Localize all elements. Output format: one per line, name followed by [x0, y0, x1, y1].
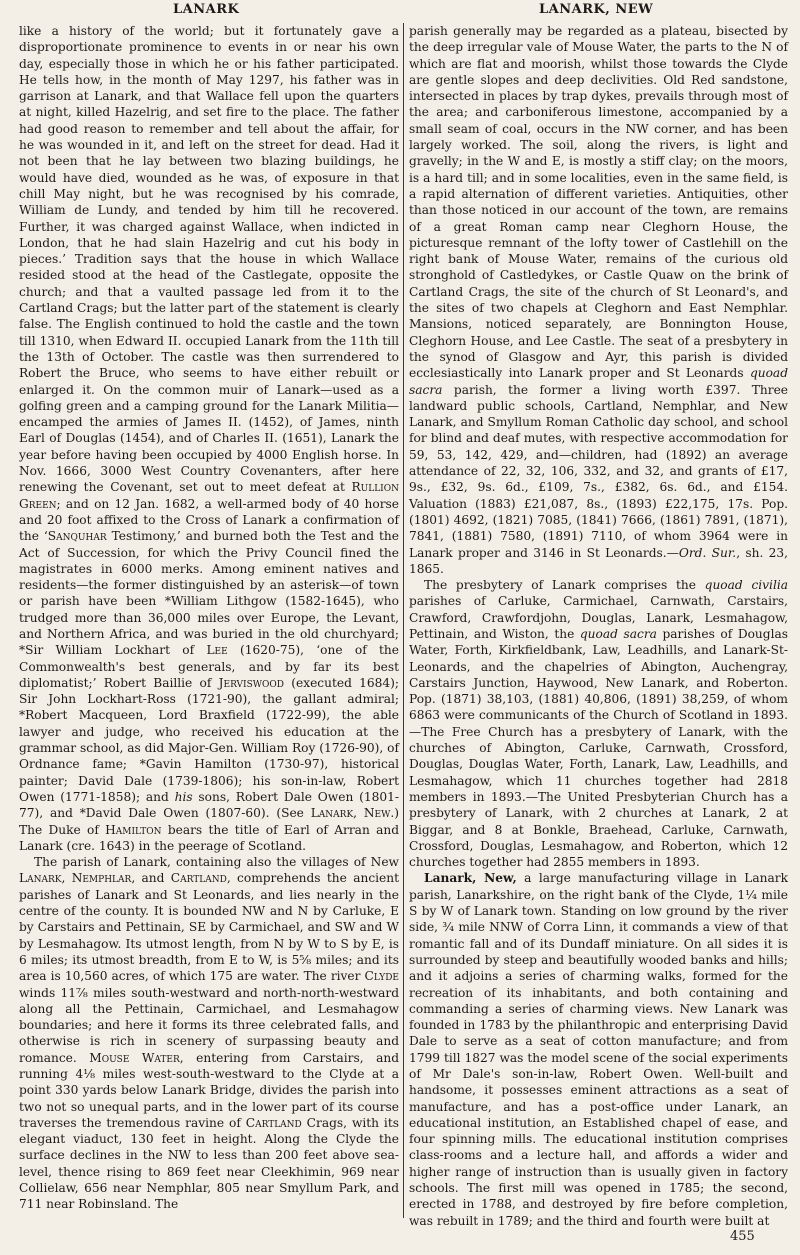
entry-headword: Lanark, New, — [424, 871, 517, 886]
xref-cartland: Cartland — [170, 871, 227, 886]
running-head-right: LANARK, NEW — [539, 2, 654, 17]
entry-lanark-new: Lanark, New, a large manufacturing village in Lanark parish, Lanarkshire, on the right bank of the Clyde, 1¼ mile S by W of Lanark town. Standing on low ground by the river side, ¾ mile NNW of Corra Linn, it commands a view of that romantic fall and of its Dundaff miniature. On all sides it is surrounded by steep and beautifully wooded banks and hills; and it adjoins a series of charming walks, formed for the recreation of its inhabitants, and both containing and commanding a series of charming views. New Lanark was founded in 1783 by the philanthropic and enterprising David Dale to serve as a seat of cotton manufacture; and from 1799 till 1827 was the model scene of the social experiments of Mr Dale's son-in-law, Robert Owen. Well-built and handsome, it possesses eminent attractions as a seat of manufacture, and has a post-office under Lanark, an educational institution, an Established chapel of ease, and four spinning mills. The educational institution comprises class-rooms and a lecture hall, and affords a wider and higher range of instruction than is usually given in factory schools. The first mill was opened in 1785; the second, erected in 1788, and destroyed by fire before completion, was rebuilt in 1789; and the third and fourth were built at — [409, 871, 788, 1228]
xref-clyde: Clyde — [364, 969, 399, 984]
paragraph-parish-continued: parish generally may be regarded as a plateau, bisected by the deep irregular vale of Mouse Water, the parts to the N of which are flat and moorish, whilst those towards the Clyde are gentle slopes and deep declivities. Old Red sandstone, intersected in places by trap dykes, prevails through most of the area; and carboniferous limestone, accompanied by a small seam of coal, occurs in the NW corner, and has been largely worked. The soil, along the rivers, is light and gravelly; in the W and E, is mostly a stiff clay; on the moors, is a hard till; and in some localities, even in the same field, is a rapid alternation of different varieties. Antiquities, other than those noticed in our account of the town, are remains of a great Roman camp near Cleghorn House, the picturesque remnant of the lofty tower of Castlehill on the right bank of Mouse Water, remains of the curious old stronghold of Castledykes, or Castle Quaw on the brink of Cartland Crags, the site of the church of St Leonard's, and the sites of two chapels at Cleghorn and East Nemphlar. Mansions, noticed separately, are Bonnington House, Cleghorn House, and Lee Castle. The seat of a presbytery in the synod of Glasgow and Ayr, this parish is divided ecclesiastically into Lanark proper and St Leonards quoad sacra parish, the former a living worth £397. Three landward public schools, Cartland, Nemphlar, and New Lanark, and Smyllum Roman Catholic day school, and school for blind and deaf mutes, with respective accommodation for 59, 53, 142, 429, and—children, had (1892) an average attendance of 22, 32, 106, 332, and 32, and grants of £17, 9s., £32, 9s. 6d., £109, 7s., £382, 6s. 6d., and £154. Valuation (1883) £21,087, 8s., (1893) £22,175, 17s. Pop. (1801) 4692, (1821) 7085, (1841) 7666, (1861) 7891, (1871), 7841, (1881) 7580, (1891) 7110, of whom 3964 were in Lanark proper and 3146 in St Leonards.—Ord. Sur., sh. 23, 1865. — [409, 24, 788, 576]
left-column — [19, 23, 399, 1213]
xref-lanark: Lanark — [19, 871, 62, 886]
right-column — [409, 23, 788, 1229]
xref-lanark-new: Lanark, New — [310, 806, 391, 821]
paragraph-lanark-history: like a history of the world; but it fortunately gave a disproportionate prominence to events in or near his own day, especially those in which he or his father participated. He tells how, in the month of May 1297, his father was in garrison at Lanark, and that Wallace fell upon the quarters at night, killed Hazelrig, and set fire to the place. The father had good reason to remember and tell about the affair, for he was wounded in it, and left on the street for dead. Had it not been that he lay between two blazing buildings, he would have died, wounded as he was, of exposure in that chill May night, but he was recognised by his comrade, William de Lundy, and tended by him till he recovered. Further, it was charged against Wallace, when indicted in London, that he had slain Hazelrig and cut his body in pieces.’ Tradition says that the house in which Wallace resided stood at the head of the Castlegate, opposite the church; and that a vaulted passage led from it to the Cartland Crags; but the latter part of the statement is clearly false. The English continued to hold the castle and the town till 1310, when Edward II. occupied Lanark from the 11th till the 13th of October. The castle was then surrendered to Robert the Bruce, who seems to have either rebuilt or enlarged it. On the common muir of Lanark—used as a golfing green and a camping ground for the Lanark Militia—encamped the armies of James II. (1452), of James, ninth Earl of Douglas (1454), and of Charles II. (1651), Lanark the year before having been occupied by 4000 English horse. In Nov. 1666, 3000 West Country Covenanters, after here renewing the Covenant, set out to meet defeat at Rullion Green; and on 12 Jan. 1682, a well-armed body of 40 horse and 20 foot affixed to the Cross of Lanark a confirmation of the ‘Sanquhar Testimony,’ and burned both the Test and the Act of Succession, for which the Privy Council fined the magistrates in 6000 merks. Among eminent natives and residents—the former distinguished by an asterisk—of town or parish have been *William Lithgow (1582-1645), who trudged more than 36,000 miles over Europe, the Levant, and Northern Africa, and was buried in the old churchyard; *Sir William Lockhart of Lee (1620-75), ‘one of the Commonwealth's best generals, and by far its best diplomatist;’ Robert Baillie of Jerviswood (executed 1684); Sir John Lockhart-Ross (1721-90), the gallant admiral; *Robert Macqueen, Lord Braxfield (1722-99), the able lawyer and judge, who received his education at the grammar school, as did Major-Gen. William Roy (1726-90), of Ordnance fame; *Gavin Hamilton (1730-97), historical painter; David Dale (1739-1806); his son-in-law, Robert Owen (1771-1858); and his sons, Robert Dale Owen (1801-77), and *David Dale Owen (1807-60). (See Lanark, New.) The Duke of Hamilton bears the title of Earl of Arran and Lanark (cre. 1643) in the peerage of Scotland. — [19, 24, 400, 853]
column-rule — [403, 23, 404, 1218]
page-number: 455 — [730, 1229, 755, 1244]
xref-jerviswood: Jerviswood — [218, 675, 284, 690]
xref-hamilton: Hamilton — [105, 822, 162, 837]
running-head-left: LANARK — [173, 2, 240, 17]
xref-rullion-green: Rullion Green — [19, 480, 399, 511]
xref-sanquhar: Sanquhar — [47, 529, 107, 544]
xref-nemphlar: Nemphlar — [71, 871, 132, 886]
paragraph-lanark-parish: The parish of Lanark, containing also the villages of New Lanark, Nemphlar, and Cartland, comprehends the ancient parishes of Lanark and St Leonards, and lies nearly in the centre of the county. It is bounded NW and N by Carluke, E by Carstairs and Pettinain, SE by Carmichael, and SW and W by Lesmahagow. Its utmost length, from N by W to S by E, is 6 miles; its utmost breadth, from E to W, is 5⅝ miles; and its area is 10,560 acres, of which 175 are water. The river Clyde winds 11⅞ miles south-westward and north-north-westward along all the Pettinain, Carmichael, and Lesmahagow boundaries; and here it forms its three celebrated falls, and otherwise is rich in scenery of surpassing beauty and romance. Mouse Water, entering from Carstairs, and running 4⅛ miles west-south-westward to the Clyde at a point 330 yards below Lanark Bridge, divides the parish into two not so unequal parts, and in the lower part of its course traverses the tremendous ravine of Cartland Crags, with its elegant viaduct, 130 feet in height. Along the Clyde the surface declines in the NW to less than 200 feet above sea-level, thence rising to 869 feet near Cleekhimin, 969 near Collielaw, 656 near Nemphlar, 805 near Smyllum Park, and 711 near Robinsland. The — [19, 855, 400, 1212]
xref-cartland-crags: Cartland — [245, 1115, 302, 1130]
xref-lee: Lee — [206, 643, 228, 658]
paragraph-presbytery: The presbytery of Lanark comprises the quoad civilia parishes of Carluke, Carmichael, Carnwath, Carstairs, Crawford, Crawfordjohn, Douglas, Lanark, Lesmahagow, Pettinain, and Wiston, the quoad sacra parishes of Douglas Water, Forth, Kirkfieldbank, Law, Leadhills, and Lanark-St-Leonards, and the chapelries of Abington, Auchengray, Carstairs Junction, Haywood, New Lanark, and Roberton. Pop. (1871) 38,103, (1881) 40,806, (1891) 38,259, of whom 6863 were communicants of the Church of Scotland in 1893.—The Free Church has a presbytery of Lanark, with the churches of Abington, Carluke, Carnwath, Crossford, Douglas, Douglas Water, Forth, Lanark, Law, Leadhills, and Lesmahagow, which 11 churches together had 2818 members in 1893.—The United Presbyterian Church has a presbytery of Lanark, with 2 churches at Lanark, 2 at Biggar, and 8 at Bonkle, Braehead, Carluke, Carnwath, Crossford, Douglas, Lesmahagow, and Roberton, which 12 churches together had 2855 members in 1893. — [409, 578, 789, 870]
xref-mouse-water: Mouse Water — [89, 1050, 180, 1065]
